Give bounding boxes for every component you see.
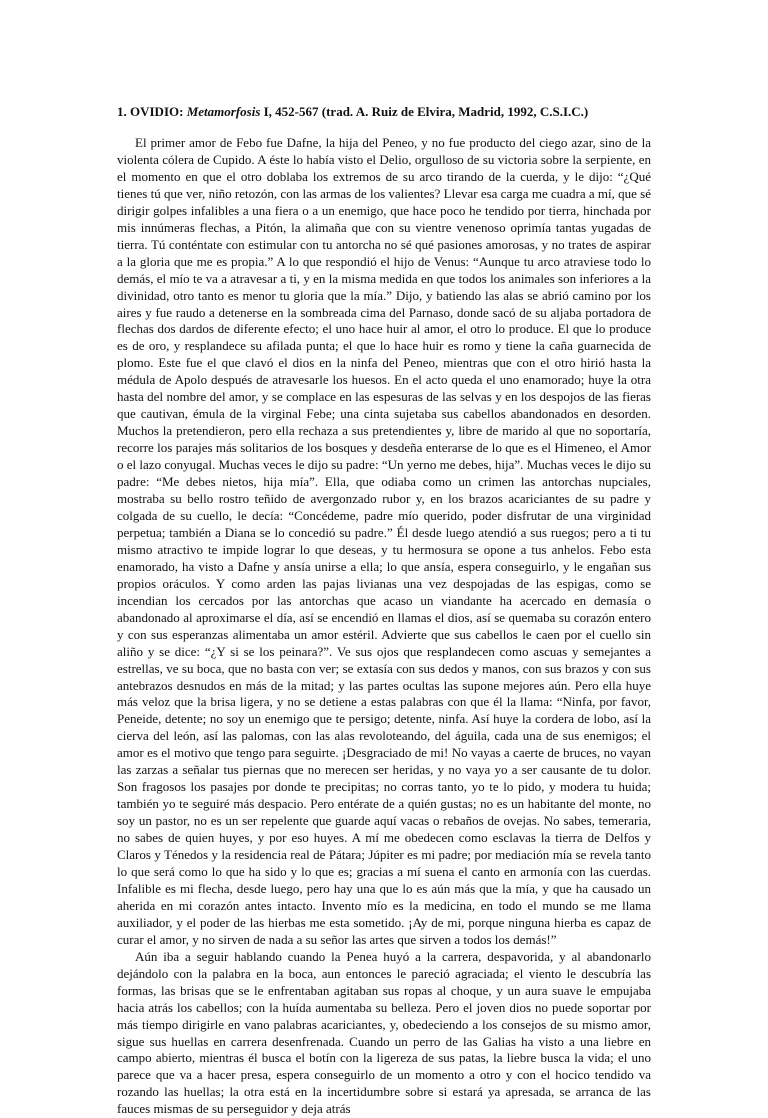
document-heading — [117, 104, 651, 120]
heading-citation: I, 452-567 (trad. A. Ruiz de Elvira, Madrid, 1992, C.S.I.C.) — [260, 104, 589, 119]
body-paragraph: Aún iba a seguir hablando cuando la Penea huyó a la carrera, despavorida, y al abandonarlo dejándolo con la palabra en la boca, aun entonces le pareció agraciada; el viento le descubría las formas, las brisas que se le enfrentaban agitaban sus ropas al choque, y un aura suave le empujaba hacia atrás los cabellos; con la huída aumentaba su belleza. Pero el joven dios no puede soportar por más tiempo dirigirle en vano palabras acariciantes, y, obedeciendo a los consejos de su mismo amor, sigue sus huellas en carrera desenfrenada. Cuando un perro de las Galias ha visto a una liebre en campo abierto, mientras él busca el botín con la ligereza de sus patas, la liebre busca la vida; el uno parece que va a hacer presa, espera conseguirlo de un momento a otro y con el hocico tendido va rozando las huellas; la otra está en la incertidumbre sobre si estará ya apresada, se arranca de las fauces mismas de su perseguidor y deja atrás — [117, 948, 651, 1117]
document-page — [117, 104, 651, 1118]
body-paragraph: El primer amor de Febo fue Dafne, la hija del Peneo, y no fue producto del ciego azar, sino de la violenta cólera de Cupido. A éste lo había visto el Delio, orgulloso de su victoria sobre la serpiente, en el momento en que el otro doblaba los extremos de su arco tirando de la cuerda, y le dijo: “¿Qué tienes tú que ver, niño retozón, con las armas de los valientes? Llevar esa carga me cuadra a mí, que sé dirigir golpes infalibles a una fiera o a un enemigo, que hace poco he tendido por tierra, hinchada por mis innúmeras flechas, a Pitón, la alimaña que con su vientre venenoso oprimía tantas yugadas de tierra. Tú conténtate con estimular con tu antorcha no sé qué pasiones amorosas, y no trates de aspirar a la gloria que me es propia.” A lo que respondió el hijo de Venus: “Aunque tu arco atraviese todo lo demás, el mío te va a atravesar a ti, y en la misma medida en que todos los animales son inferiores a la divinidad, otro tanto es menor tu gloria que la mía.” Dijo, y batiendo las alas se abrió camino por los aires y fue raudo a detenerse en la sombreada cima del Parnaso, donde sacó de su aljaba portadora de flechas dos dardos de diferente efecto; el uno hace huir al amor, el otro lo produce. El que lo produce es de oro, y resplandece su afilada punta; el que lo hace huir es romo y tiene la caña guarnecida de plomo. Este fue el que clavó el dios en la ninfa del Peneo, mientras que con el otro hirió hasta la médula de Apolo después de atravesarle los huesos. En el acto queda el uno enamorado; huye la otra hasta del nombre del amor, y se complace en las espesuras de las selvas y en los despojos de las fieras que cautivan, émula de la virginal Febe; una cinta sujetaba sus cabellos abandonados en desorden. Muchos la pretendieron, pero ella rechaza a sus pretendientes y, libre de marido al que no soportaría, recorre los parajes más solitarios de los bosques y desdeña enterarse de lo que es el Himeneo, el Amor o el lazo conyugal. Muchas veces le dijo su padre: “Un yerno me debes, hija”. Muchas veces le dijo su padre: “Me debes nietos, hija mía”. Ella, que odiaba como un crimen las antorchas nupciales, mostraba su bello rostro teñido de avergonzado rubor y, en los brazos acariciantes de su padre y colgada de su cuello, le decía: “Concédeme, padre mío querido, poder disfrutar de una virginidad perpetua; también a Diana se lo concedió su padre.” Él desde luego atendió a sus ruegos; pero a ti tu mismo atractivo te impide lograr lo que deseas, y tu hermosura se opone a tus anhelos. Febo esta enamorado, ha visto a Dafne y ansía unirse a ella; lo que ansía, espera conseguirlo, y le engañan sus propios oráculos. Y como arden las pajas livianas una vez despojadas de las espigas, como se incendian los cercados por las antorchas que acaso un viandante ha acercado en demasía o abandonado al aproximarse el día, así se encendió en llamas el dios, así se quemaba su corazón entero y con sus esperanzas alimentaba un amor estéril. Advierte que sus cabellos le caen por el cuello sin aliño y se dice: “¿Y si se los peinara?”. Ve sus ojos que resplandecen como ascuas y semejantes a estrellas, ve su boca, que no basta con ver; se extasía con sus dedos y manos, con sus brazos y con sus antebrazos desnudos en más de la mitad; y las partes ocultas las supone mejores aún. Pero ella huye más veloz que la brisa ligera, y no se detiene a estas palabras con que él la llama: “Ninfa, por favor, Peneide, detente; no soy un enemigo que te persigo; detente, ninfa. Así huye la cordera de lobo, así la cierva del león, así las palomas, con las alas revoloteando, del águila, cada una de sus enemigos; el amor es el motivo que tengo para seguirte. ¡Desgraciado de mi! No vayas a caerte de bruces, no vayan las zarzas a señalar tus piernas que no merecen ser heridas, y no vaya yo a ser causante de tu dolor. Son fragosos los pasajes por donde te precipitas; no corras tanto, yo te lo pido, y modera tu huida; también yo te seguiré más despacio. Pero entérate de a quién gustas; no es un habitante del monte, no soy un pastor, no es un ser repelente que guarde aquí vacas o rebaños de ovejas. No sabes, temeraria, no sabes de quien huyes, y por eso huyes. A mí me obedecen como esclavas la tierra de Delfos y Claros y Ténedos y la residencia real de Pátara; Júpiter es mi padre; por mediación mía se revela tanto lo que será como lo que ha sido y lo que es; gracias a mí suena el canto en armonía con las cuerdas. Infalible es mi flecha, desde luego, pero hay una que lo es aún más que la mía, y que ha causado un aherida en mi corazón antes intacto. Invento mío es la medicina, en todo el mundo se me llama auxiliador, y el poder de las hierbas me esta sometido. ¡Ay de mi, porque ninguna hierba es capaz de curar el amor, y no sirven de nada a su señor las artes que sirven a todos los demás!” — [117, 135, 651, 947]
heading-author: 1. OVIDIO: — [117, 104, 187, 119]
heading-work-title: Metamorfosis — [186, 104, 261, 119]
